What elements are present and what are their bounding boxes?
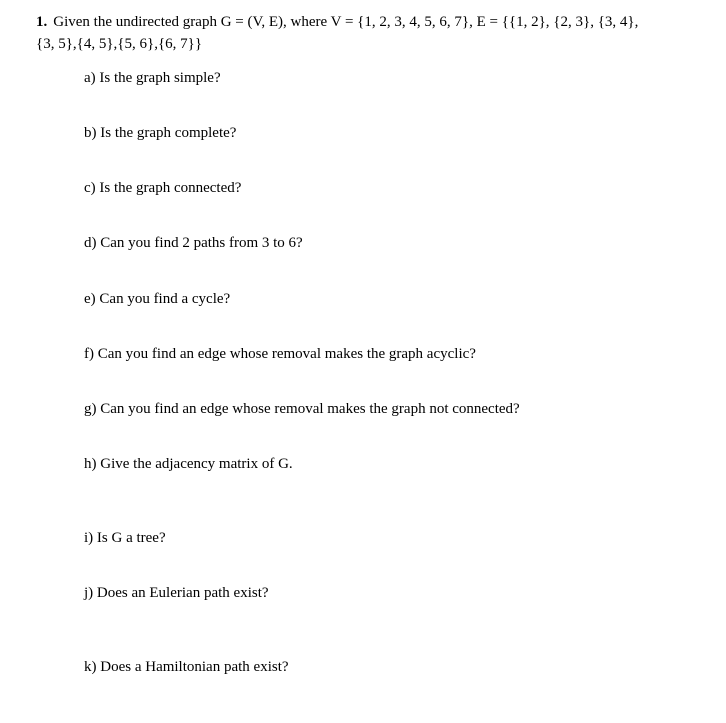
problem-number: 1. bbox=[36, 14, 48, 30]
problem-line-1 bbox=[36, 11, 706, 33]
question-g: g) Can you find an edge whose removal makes the graph not connected? bbox=[84, 401, 520, 417]
question-i: i) Is G a tree? bbox=[84, 530, 166, 546]
question-c: c) Is the graph connected? bbox=[84, 180, 242, 196]
question-b: b) Is the graph complete? bbox=[84, 125, 237, 141]
problem-statement bbox=[36, 11, 706, 55]
problem-text-line-2: {3, 5},{4, 5},{5, 6},{6, 7}} bbox=[36, 36, 203, 52]
question-a: a) Is the graph simple? bbox=[84, 70, 221, 86]
problem-text-line-1: Given the undirected graph G = (V, E), where V = {1, 2, 3, 4, 5, 6, 7}, E = {{1, 2}, {2, 3}, {3, 4}, bbox=[53, 14, 639, 30]
question-k: k) Does a Hamiltonian path exist? bbox=[84, 659, 289, 675]
question-f: f) Can you find an edge whose removal makes the graph acyclic? bbox=[84, 346, 476, 362]
question-j: j) Does an Eulerian path exist? bbox=[84, 585, 269, 601]
question-h: h) Give the adjacency matrix of G. bbox=[84, 456, 293, 472]
question-e: e) Can you find a cycle? bbox=[84, 291, 231, 307]
question-d: d) Can you find 2 paths from 3 to 6? bbox=[84, 235, 303, 251]
